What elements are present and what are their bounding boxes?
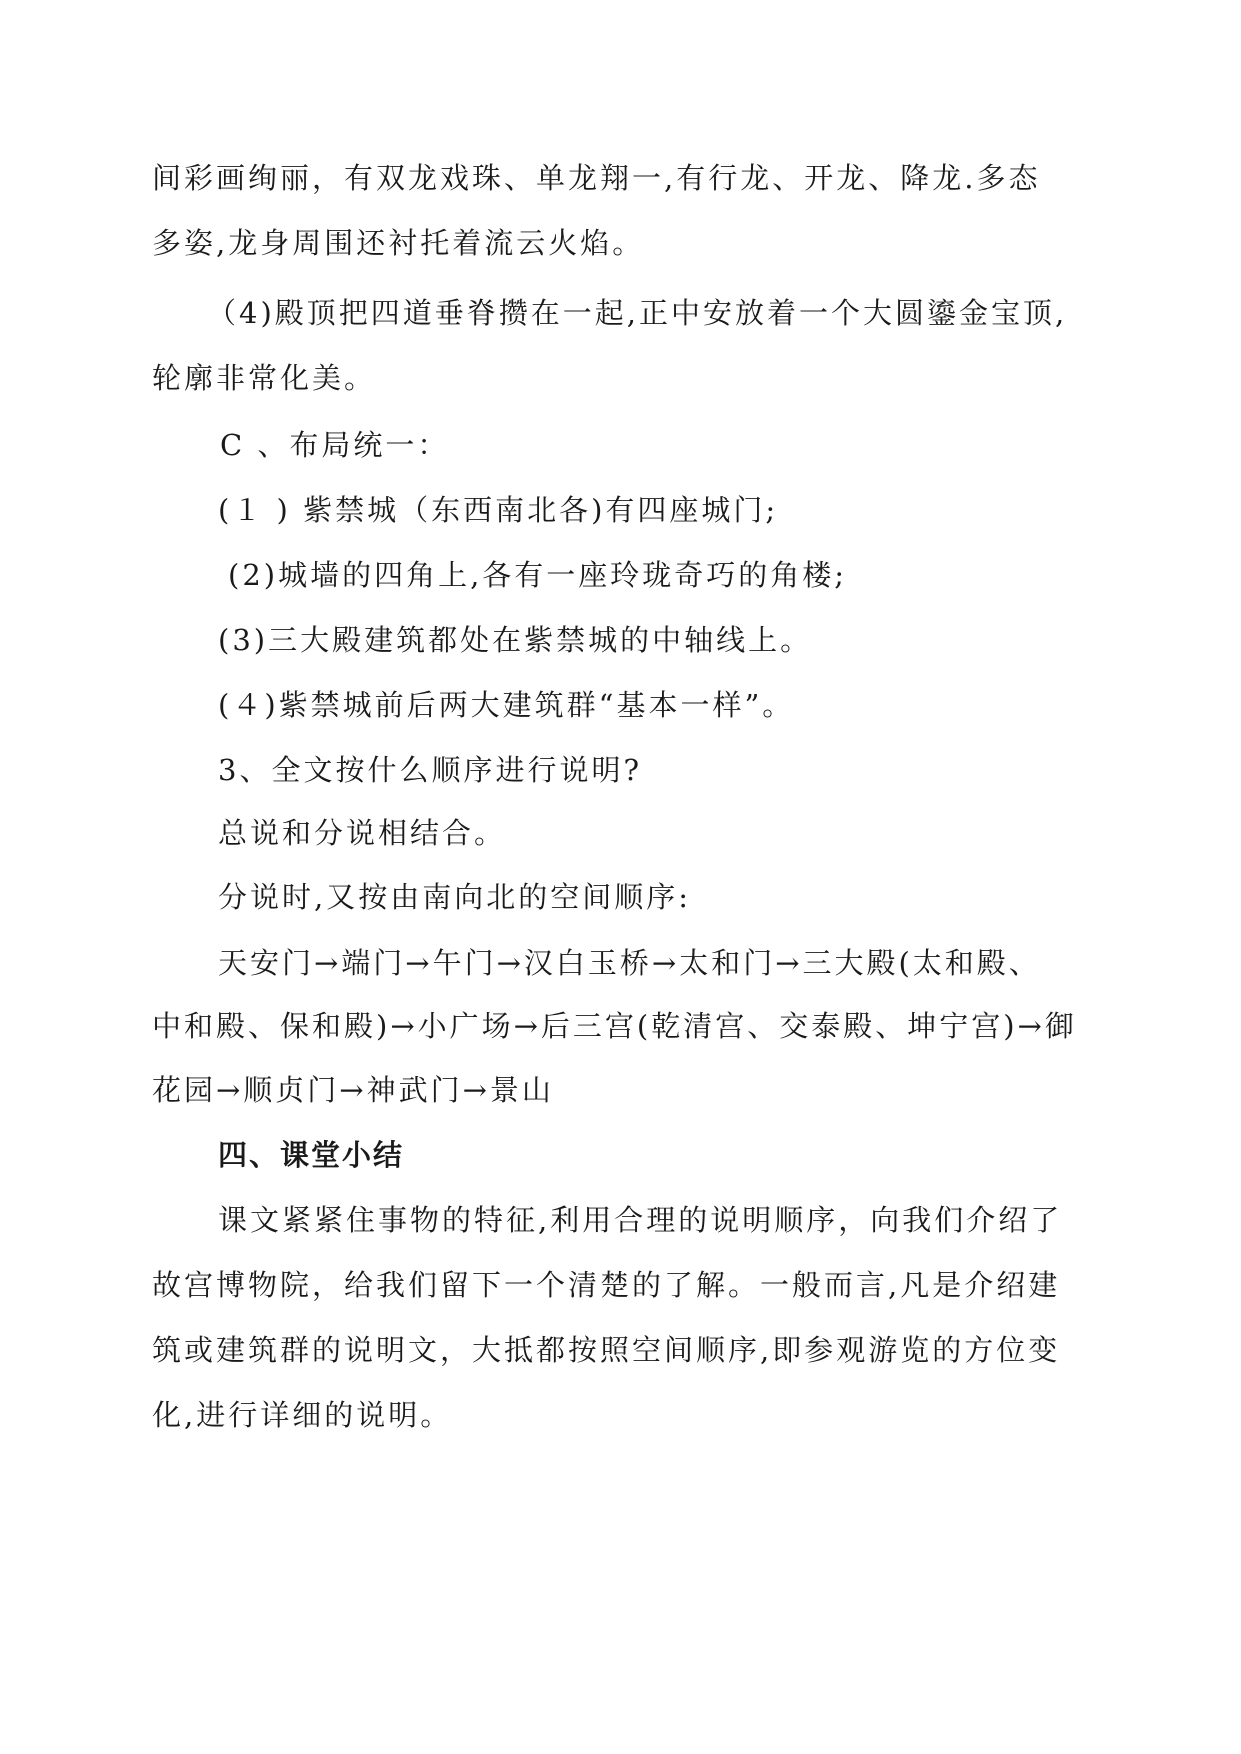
text-line-12: 分说时,又按由南向北的空间顺序: xyxy=(218,880,691,914)
text-line-7: (2)城墙的四角上,各有一座玲珑奇巧的角楼; xyxy=(228,558,848,592)
summary-line-2: 故宫博物院，给我们留下一个清楚的了解。一般而言,凡是介绍建 xyxy=(152,1268,1061,1302)
section-heading: 四、课堂小结 xyxy=(218,1138,405,1172)
text-line-8: (3)三大殿建筑都处在紫禁城的中轴线上。 xyxy=(218,623,813,657)
text-line-11: 总说和分说相结合。 xyxy=(218,816,507,850)
text-line-1: 间彩画绚丽，有双龙戏珠、单龙翔一,有行龙、开龙、降龙.多态 xyxy=(152,161,1041,195)
summary-line-4: 化,进行详细的说明。 xyxy=(152,1398,453,1432)
text-line-13: 天安门→端门→午门→汉白玉桥→太和门→三大殿(太和殿、 xyxy=(218,946,1041,980)
text-line-4: 轮廓非常化美。 xyxy=(152,361,377,395)
summary-line-3: 筑或建筑群的说明文，大抵都按照空间顺序,即参观游览的方位变 xyxy=(152,1333,1061,1367)
text-line-2: 多姿,龙身周围还衬托着流云火焰。 xyxy=(152,226,645,260)
summary-line-1: 课文紧紧住事物的特征,利用合理的说明顺序，向我们介绍了 xyxy=(218,1203,1063,1237)
text-line-14: 中和殿、保和殿)→小广场→后三宫(乾清宫、交泰殿、坤宁宫)→御 xyxy=(152,1009,1077,1043)
text-line-6: (１ ) 紫禁城（东西南北各)有四座城门; xyxy=(218,493,779,527)
text-line-10: 3、全文按什么顺序进行说明? xyxy=(218,753,642,787)
text-line-9: (４)紫禁城前后两大建筑群“基本一样”。 xyxy=(218,688,795,722)
text-line-3: （4)殿顶把四道垂脊攒在一起,正中安放着一个大圆鎏金宝顶, xyxy=(207,296,1068,330)
text-line-15: 花园→顺贞门→神武门→景山 xyxy=(152,1073,554,1107)
text-line-5: C 、布局统一： xyxy=(220,428,450,462)
